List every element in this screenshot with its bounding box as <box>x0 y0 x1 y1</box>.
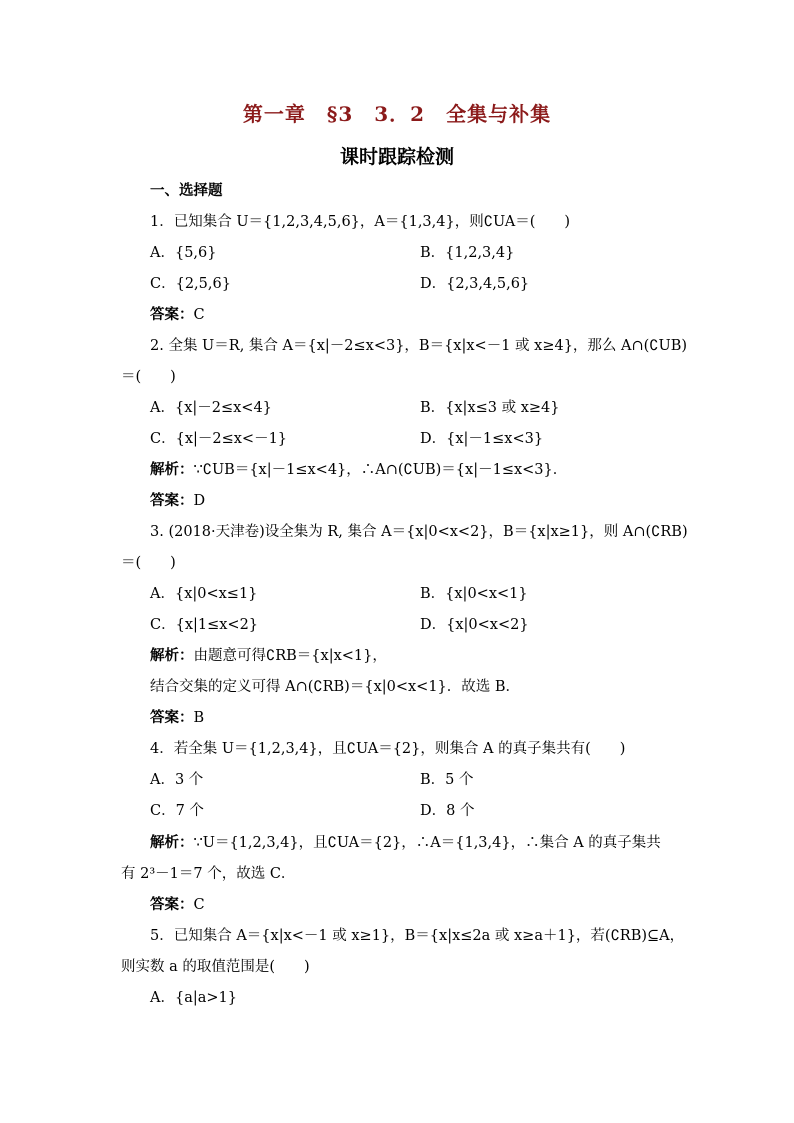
option-a: A．{x|－2≤x<4} <box>150 400 272 416</box>
option-b: B．{1,2,3,4} <box>420 245 515 261</box>
answer-line <box>150 305 205 325</box>
option-a: A．3 个 <box>150 772 204 788</box>
question-4: 4．若全集 U＝{1,2,3,4}，且∁UA＝{2}，则集合 A 的真子集共有( ) <box>150 741 626 757</box>
answer-value: B <box>193 710 205 726</box>
analysis-label: 解析： <box>150 647 194 664</box>
option-d: D．{x|0<x<2} <box>420 617 529 633</box>
option-a: A．{5,6} <box>150 245 217 261</box>
analysis-line <box>150 646 387 666</box>
question-5: 5．已知集合 A＝{x|x<－1 或 x≥1}，B＝{x|x≤2a 或 x≥a＋1}，若(∁RB)⊆A， <box>150 928 685 944</box>
question-3-cont: ＝( ) <box>121 555 176 571</box>
answer-label: 答案： <box>150 709 194 726</box>
page-subtitle: 课时跟踪检测 <box>339 146 454 168</box>
analysis-cont: 结合交集的定义可得 A∩(∁RB)＝{x|0<x<1}．故选 B． <box>150 679 521 695</box>
analysis-cont: 有 2³－1＝7 个，故选 C． <box>121 866 296 882</box>
option-b: B．5 个 <box>420 772 474 788</box>
answer-line <box>150 708 204 728</box>
analysis-label: 解析： <box>150 834 194 851</box>
analysis-line <box>150 460 567 480</box>
option-a: A．{x|0<x≤1} <box>150 586 258 602</box>
page-title: 第一章 §3 3．2 全集与补集 <box>242 102 552 126</box>
answer-label: 答案： <box>150 306 194 323</box>
answer-value: C <box>193 307 205 323</box>
option-b: B．{x|0<x<1} <box>420 586 528 602</box>
option-d: D．8 个 <box>420 803 475 819</box>
answer-label: 答案： <box>150 492 194 509</box>
option-b: B．{x|x≤3 或 x≥4} <box>420 400 560 416</box>
option-d: D．{2,3,4,5,6} <box>420 276 530 292</box>
option-d: D．{x|－1≤x<3} <box>420 431 544 447</box>
analysis-text: 由题意可得∁RB＝{x|x<1}， <box>193 648 387 664</box>
option-a: A．{a|a>1} <box>150 990 237 1006</box>
option-c: C．{2,5,6} <box>150 276 231 292</box>
answer-line <box>150 491 205 511</box>
option-c: C．7 个 <box>150 803 204 819</box>
option-c: C．{x|－2≤x<－1} <box>150 431 288 447</box>
analysis-text: ∵U＝{1,2,3,4}，且∁UA＝{2}，∴A＝{1,3,4}，∴集合 A 的真子集共 <box>193 835 661 851</box>
section-heading: 一、选择题 <box>150 182 223 199</box>
question-1: 1．已知集合 U＝{1,2,3,4,5,6}，A＝{1,3,4}，则∁UA＝( ) <box>150 214 571 230</box>
question-2-cont: ＝( ) <box>121 369 176 385</box>
answer-value: C <box>193 897 205 913</box>
question-3: 3. (2018·天津卷)设全集为 R, 集合 A＝{x|0<x<2}，B＝{x|x≥1}，则 A∩(∁RB) <box>150 524 688 540</box>
analysis-label: 解析： <box>150 461 194 478</box>
question-2: 2. 全集 U＝R, 集合 A＝{x|－2≤x<3}，B＝{x|x<－1 或 x≥4}，那么 A∩(∁UB) <box>150 338 688 354</box>
option-c: C．{x|1≤x<2} <box>150 617 259 633</box>
answer-label: 答案： <box>150 896 194 913</box>
answer-line <box>150 895 205 915</box>
answer-value: D <box>193 493 206 509</box>
analysis-text: ∵∁UB＝{x|－1≤x<4}，∴A∩(∁UB)＝{x|－1≤x<3}． <box>193 462 568 478</box>
analysis-line <box>150 833 661 853</box>
question-5-cont: 则实数 a 的取值范围是( ) <box>121 959 310 975</box>
